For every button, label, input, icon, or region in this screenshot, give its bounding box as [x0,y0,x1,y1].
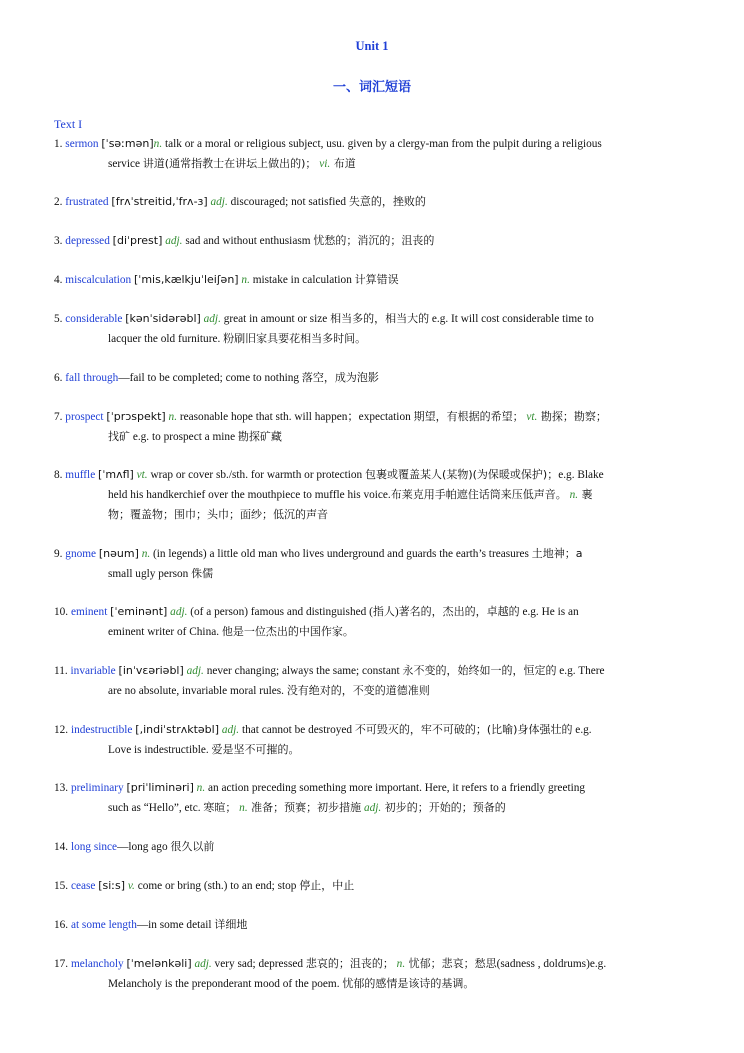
headword: preliminary [70,782,124,794]
headword: melancholy [70,958,124,970]
definition-text: Love is indestructible. [108,744,212,756]
phonetic: [diˈprest] [112,234,163,247]
entry-first-line [54,958,606,970]
phonetic: [siːs] [98,879,126,892]
chinese-gloss: 寒暄； [203,801,237,814]
chinese-gloss: 计算错误 [354,273,399,286]
chinese-gloss: 包裹或覆盖某人(某物)(为保暖或保护)； [365,468,559,481]
definition-text: e.g. Blake [558,469,604,481]
chinese-gloss: 失意的，挫败的 [348,195,426,208]
part-of-speech: adj. [162,235,183,247]
vocab-entry [54,915,694,935]
chinese-gloss: 详细地 [214,918,248,931]
headword: cease [70,880,96,892]
entry-first-line [54,313,594,325]
chinese-gloss: 期望，有根据的希望； [413,410,524,423]
definition-text: very sad; depressed [211,958,306,970]
definition-text: great in amount or size [220,313,331,325]
chinese-gloss: 忧郁；悲哀；愁思 [405,957,497,970]
vocab-entry [54,309,694,349]
entry-number: 13. [54,782,71,794]
chinese-gloss: 初步的；开始的；预备的 [381,801,506,814]
entry-number: 16. [54,919,71,931]
part-of-speech: adj. [361,802,382,814]
part-of-speech: vi. [316,158,331,170]
entry-first-line [54,372,379,384]
definition-text: never changing; always the same; constant [203,665,403,677]
part-of-speech: adj. [219,724,240,736]
chinese-gloss: 相当多的，相当大的 [330,312,430,325]
entry-number: 5. [54,313,66,325]
headword: sermon [65,138,99,150]
headword: miscalculation [65,274,132,286]
phonetic: [ˈmʌfl] [98,468,134,481]
chinese-gloss: 停止，中止 [299,879,355,892]
definition-text: discouraged; not satisfied [227,196,349,208]
entry-number: 1. [54,138,66,150]
chinese-gloss: 勘探；勘察； [537,410,607,423]
headword: fall through [65,372,119,384]
chinese-gloss: 土地神；a [531,547,583,560]
phonetic: [ˈmelənkəli] [126,957,192,970]
definition-text: e.g. He is an [519,606,579,618]
chinese-gloss: 悲哀的；沮丧的； [305,957,394,970]
definition-text: such as “Hello”, etc. [108,802,204,814]
entry-continuation-line [54,740,694,760]
entry-first-line [54,138,602,150]
part-of-speech: n. [566,489,579,501]
definition-text: service [108,158,143,170]
definition-text: eminent writer of China. [108,626,222,638]
part-of-speech: vt. [523,411,538,423]
text-label: Text I [54,117,83,131]
part-of-speech: adj. [191,958,212,970]
headword: considerable [65,313,123,325]
headword: at some length [70,919,137,931]
entry-number: 4. [54,274,66,286]
phonetic: [ˈprɔspekt] [106,410,166,423]
definition-text: —long ago [117,841,171,853]
entry-first-line [54,919,247,931]
chinese-gloss: 很久以前 [170,840,215,853]
entry-number: 7. [54,411,66,423]
definition-text: e.g. [572,724,592,736]
definition-text: an action preceding something more important. Here, it refers to a friendly greeting [205,782,586,794]
phonetic: [ˈmis,kælkjuˈleiʃən] [134,273,239,286]
headword: frustrated [65,196,109,208]
phonetic: [ˈsəːmən] [101,137,154,150]
entry-number: 14. [54,841,71,853]
vocab-entry [54,876,694,896]
entry-continuation-line [54,485,694,505]
definition-text: —in some detail [136,919,215,931]
part-of-speech: adj. [200,313,221,325]
definition-text: (sadness , doldrums)e.g. [496,958,607,970]
chinese-gloss: 不可毁灭的，牢不可破的；(比喻)身体强壮的 [354,723,573,736]
definition-text: lacquer the old furniture. [108,333,224,345]
vocab-entry [54,661,694,701]
definition-text: that cannot be destroyed [239,724,355,736]
phonetic: [inˈvɛəriəbl] [118,664,184,677]
part-of-speech: adj. [183,665,204,677]
phonetic: [nəum] [98,547,139,560]
chinese-gloss: 著名的，杰出的，卓越的 [398,605,520,618]
entry-first-line [54,841,214,853]
chinese-gloss: 忧郁的感情是该诗的基调。 [342,977,475,990]
entry-number: 3. [54,235,66,247]
vocab-entry [54,837,694,857]
entry-number: 11. [54,665,71,677]
entry-continuation-line [54,681,694,701]
entry-number: 9. [54,548,66,560]
chinese-gloss: 爱是坚不可摧的。 [211,743,300,756]
entry-number: 12. [54,724,71,736]
vocab-entry [54,954,694,994]
entry-number: 10. [54,606,71,618]
chinese-gloss: 粉刷旧家具要花相当多时间。 [223,332,367,345]
definition-text: held his handkerchief over the mouthpiece to muffle his voice. [108,489,391,501]
entry-continuation-line [54,622,694,642]
phonetic: [priˈliminəri] [126,781,194,794]
entry-first-line [54,724,592,736]
phonetic: [ˈeminənt] [110,605,168,618]
definition-text: sad and without enthusiasm [182,235,314,247]
entry-number: 2. [54,196,66,208]
chinese-gloss: 布莱克用手帕遮住话筒来压低声音。 [390,488,567,501]
part-of-speech: adj. [167,606,188,618]
entry-first-line [54,196,426,208]
entry-continuation-line [54,564,694,584]
part-of-speech: n. [236,802,248,814]
entry-first-line [54,469,604,481]
vocab-entry [54,368,694,388]
definition-text: reasonable hope that sth. will happen；expectation [177,411,414,423]
headword: eminent [70,606,108,618]
entry-continuation-line [54,154,694,174]
entry-continuation-line [54,505,694,525]
definition-text: ) [394,606,399,618]
vocab-entry [54,720,694,760]
definition-text: talk or a moral or religious subject, usu. given by a clergy-man from the pulpit during a religious [162,138,602,150]
headword: depressed [65,235,110,247]
headword: muffle [65,469,96,481]
vocab-entry [54,231,694,251]
entry-continuation-line [54,427,694,447]
chinese-gloss: 侏儒 [191,567,214,580]
phonetic: [frʌˈstreitid,ˈfrʌ-ɜ] [111,195,208,208]
definition-text: mistake in calculation [249,274,355,286]
part-of-speech: vt. [133,469,148,481]
chinese-gloss: 物；覆盖物；围巾；头巾；面纱；低沉的声音 [108,508,328,521]
definition-text: Melancholy is the preponderant mood of the poem. [108,978,343,990]
headword: prospect [65,411,104,423]
chinese-gloss: 找矿 [108,430,130,443]
entry-continuation-line [54,798,694,818]
part-of-speech: v. [125,880,135,892]
vocab-entry [54,134,694,174]
definition-text: small ugly person [108,568,192,580]
entry-first-line [54,235,434,247]
part-of-speech: n. [393,958,406,970]
entry-first-line [54,411,607,423]
part-of-speech: n. [193,782,206,794]
section-title: 一、词汇短语 [332,80,411,95]
chinese-gloss: 永不变的，始终如一的，恒定的 [402,664,557,677]
definition-text: e.g. There [556,665,605,677]
part-of-speech: n. [238,274,250,286]
part-of-speech: n. [165,411,178,423]
vocab-entry [54,270,694,290]
entry-continuation-line [54,329,694,349]
entry-first-line [54,606,579,618]
entry-number: 8. [54,469,66,481]
part-of-speech: adj. [207,196,228,208]
chinese-gloss: 布道 [330,157,356,170]
headword: invariable [70,665,116,677]
entry-first-line [54,548,583,560]
chinese-gloss: 讲道(通常指教士在讲坛上做出的)； [142,157,317,170]
phonetic: [kənˈsidərəbl] [125,312,201,325]
definition-text: (of a person) famous and distinguished ( [187,606,373,618]
definition-text: e.g. It will cost considerable time to [429,313,594,325]
entry-number: 17. [54,958,71,970]
definition-text: are no absolute, invariable moral rules. [108,685,287,697]
headword: long since [70,841,118,853]
vocab-entry [54,544,694,584]
phonetic: [,indiˈstrʌktəbl] [135,723,220,736]
chinese-gloss: 忧愁的；消沉的；沮丧的 [313,234,435,247]
entry-number: 6. [54,372,66,384]
vocab-entry [54,778,694,818]
entry-first-line [54,665,605,677]
definition-text: wrap or cover sb./sth. for warmth or protection [147,469,366,481]
entry-number: 15. [54,880,71,892]
chinese-gloss: 他是一位杰出的中国作家。 [221,625,354,638]
headword: gnome [65,548,97,560]
chinese-gloss: 落空，成为泡影 [301,371,379,384]
entry-first-line [54,880,354,892]
vocab-entry [54,192,694,212]
definition-text: —fail to be completed; come to nothing [118,372,302,384]
vocab-entry [54,602,694,642]
definition-text: e.g. to prospect a mine [130,431,238,443]
entry-first-line [54,782,585,794]
chinese-gloss: 没有绝对的，不变的道德准则 [286,684,430,697]
part-of-speech: n. [153,138,163,150]
definition-text: (in legends) a little old man who lives underground and guards the earth’s treasures [150,548,532,560]
chinese-gloss: 勘探矿藏 [237,430,282,443]
headword: indestructible [70,724,133,736]
unit-title: Unit 1 [355,39,389,53]
part-of-speech: n. [138,548,151,560]
vocab-entry [54,465,694,525]
chinese-gloss: 准备；预赛；初步措施 [247,801,362,814]
definition-text: come or bring (sth.) to an end; stop [134,880,300,892]
chinese-gloss: 裹 [578,488,593,501]
entry-continuation-line [54,974,694,994]
vocab-entry [54,407,694,447]
entry-first-line [54,274,399,286]
chinese-gloss: 指人 [372,605,395,618]
